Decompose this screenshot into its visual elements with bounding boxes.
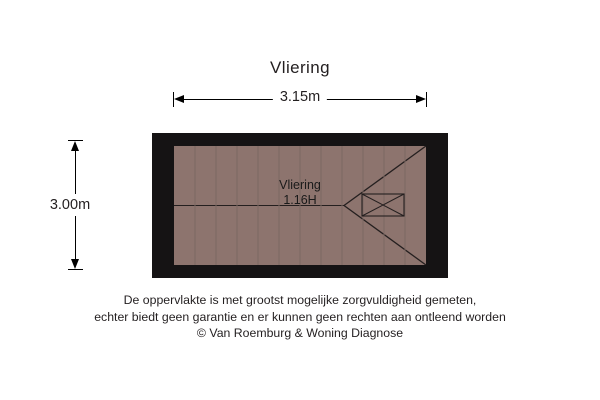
height-dimension-label: 3.00m (15, 194, 125, 216)
arrow-right-icon (416, 95, 426, 103)
room-label (174, 178, 426, 208)
disclaimer-line-1: De oppervlakte is met grootst mogelijke zorgvuldigheid gemeten, (123, 293, 477, 307)
arrow-left-icon (174, 95, 184, 103)
disclaimer-line-2: echter biedt geen garantie en er kunnen geen rechten aan ontleend worden (94, 309, 506, 324)
disclaimer (0, 292, 600, 342)
width-dimension-cap-right (426, 92, 427, 107)
arrow-down-icon (71, 259, 79, 269)
height-dimension-cap-bottom (68, 269, 83, 270)
width-dimension-label: 3.15m (273, 89, 327, 105)
copyright-line: © Van Roemburg & Woning Diagnose (196, 326, 404, 340)
floorplan-outline (152, 133, 448, 278)
room-name: Vliering (279, 178, 321, 192)
floorplan-room-area (174, 146, 426, 265)
height-dimension (49, 140, 91, 270)
width-dimension (173, 89, 427, 116)
page-title: Vliering (270, 58, 330, 77)
room-height: 1.16H (283, 193, 317, 207)
arrow-up-icon (71, 141, 79, 151)
